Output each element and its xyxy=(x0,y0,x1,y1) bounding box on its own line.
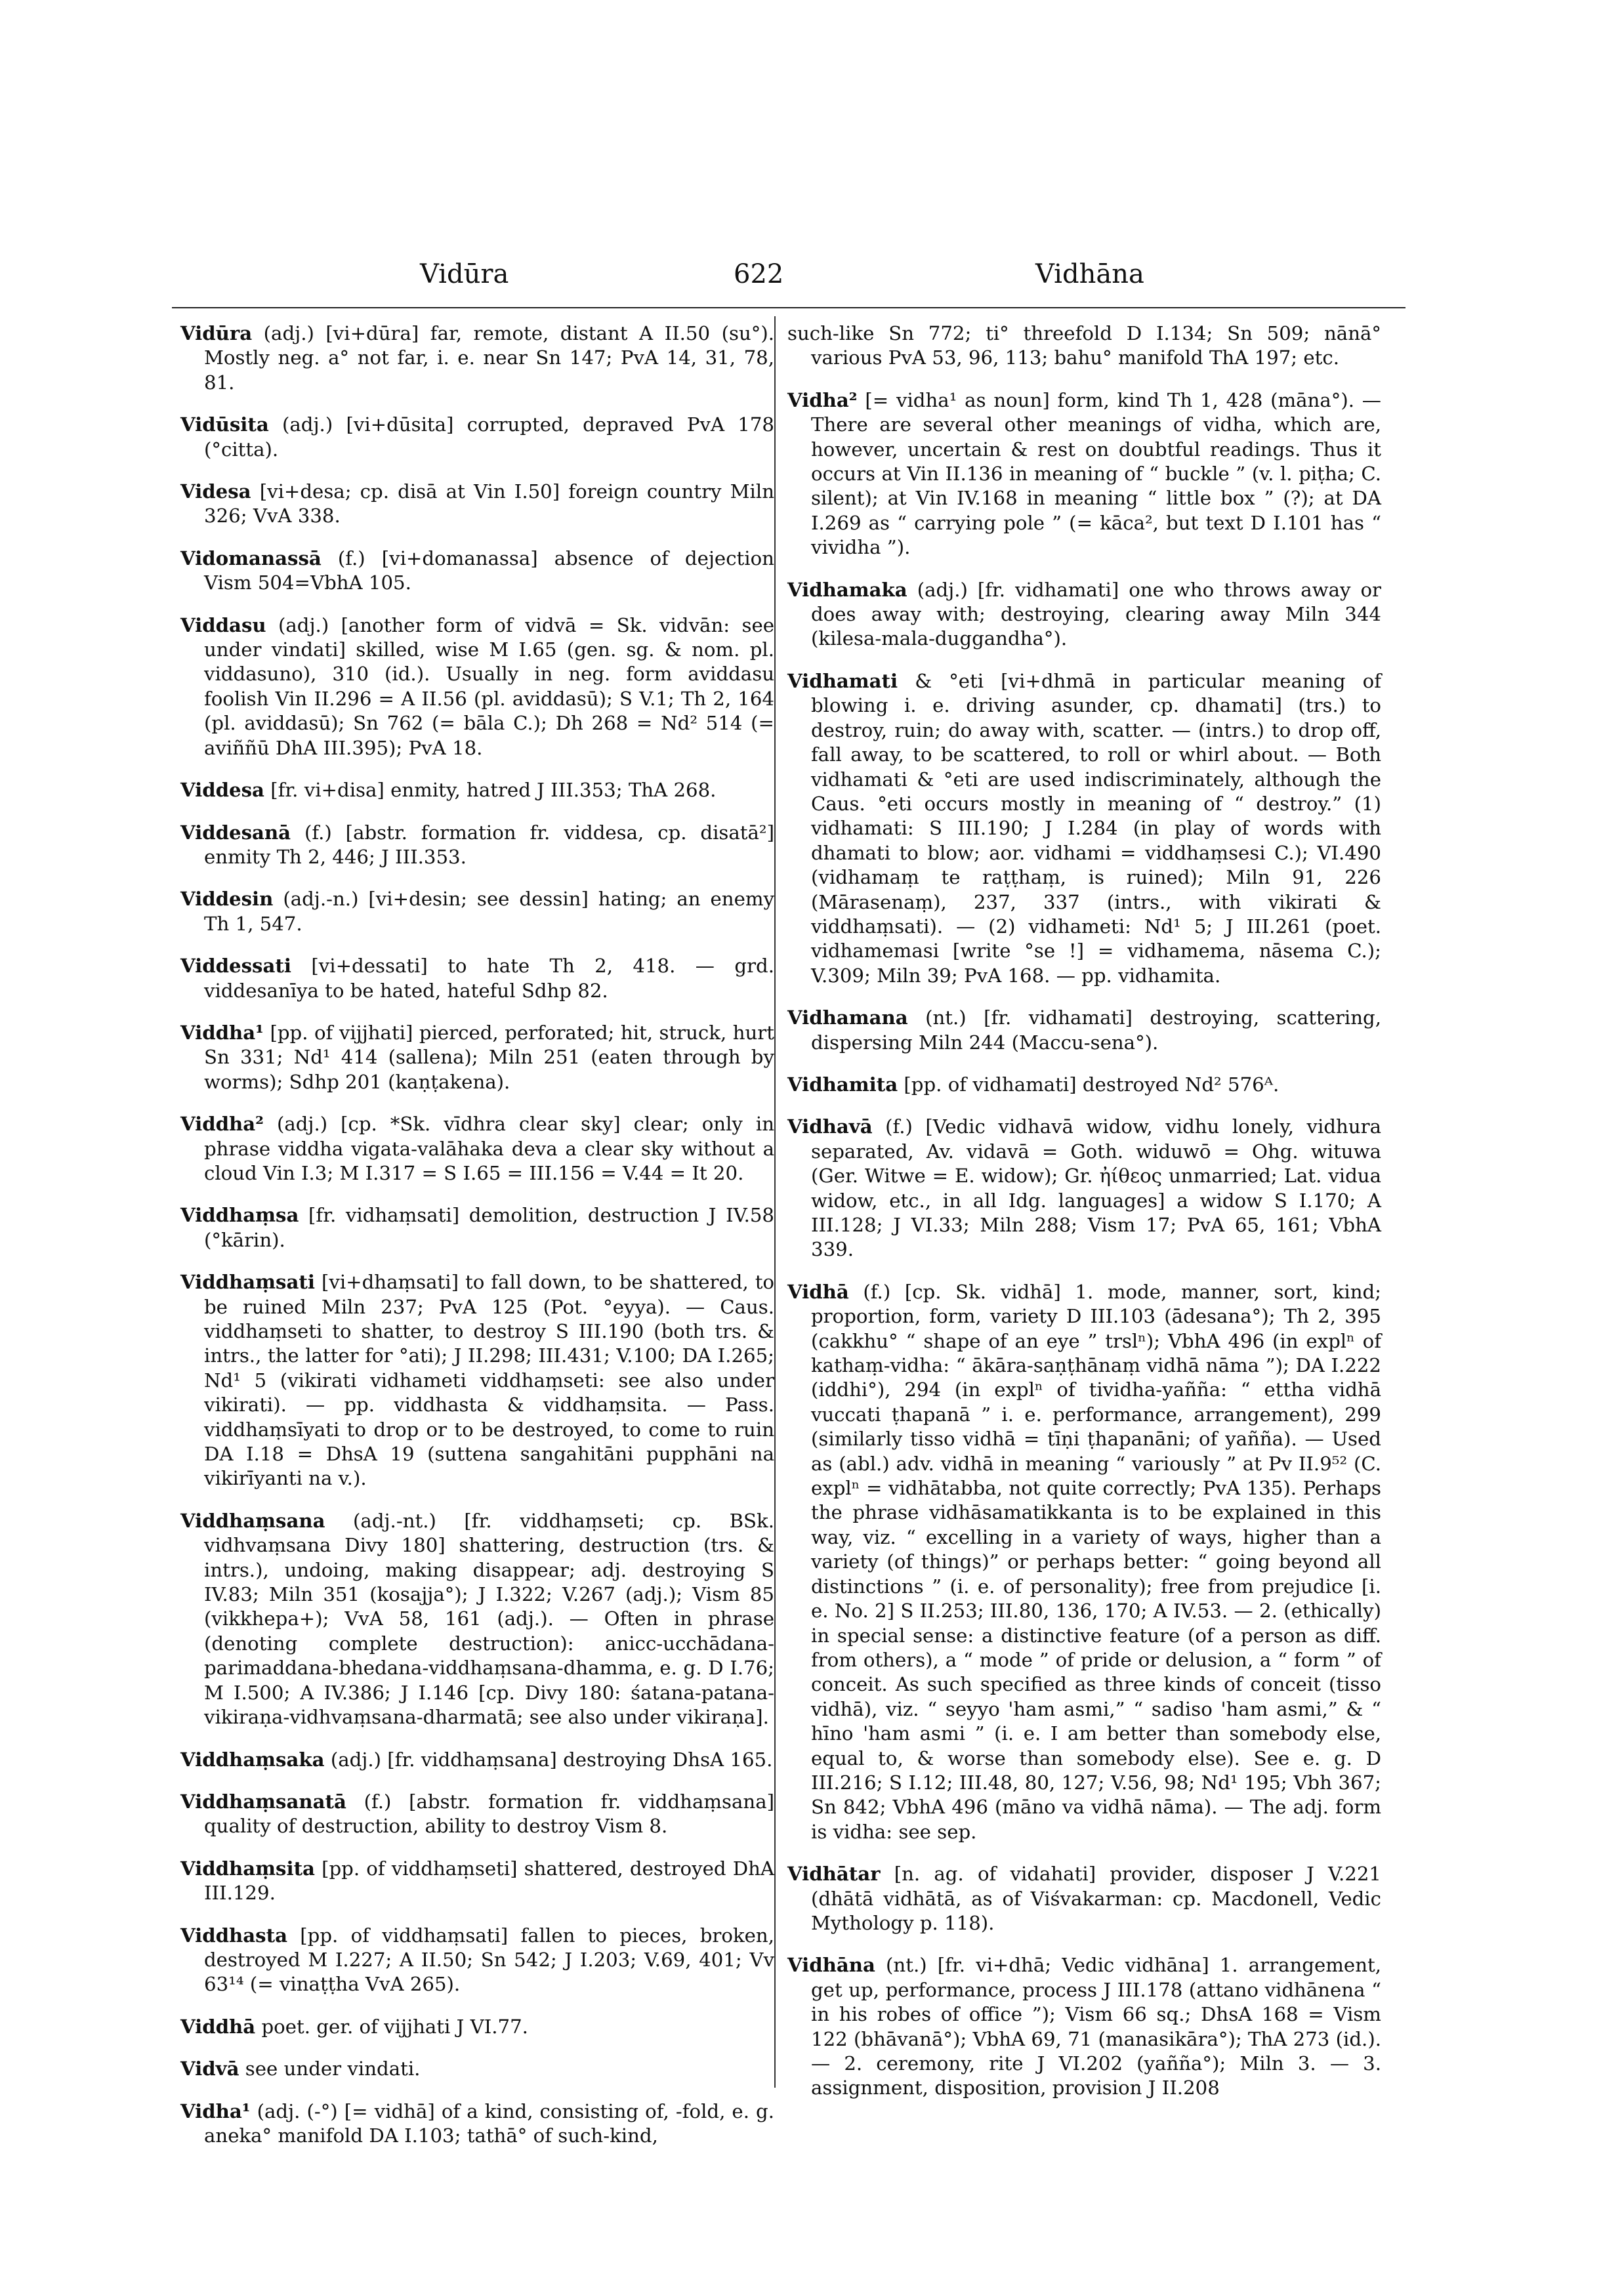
dictionary-entry xyxy=(180,547,774,596)
entry-headword: Vidha¹ xyxy=(180,2099,251,2122)
entry-headword: Viddesin xyxy=(180,888,274,911)
entry-text: (f.) [Vedic vidhavā widow, vidhu lonely, vidhura separated, Av. vidavā = Goth. widuwō = Ohg. wituwa (Ger. Witwe = E. widow); Gr. ἠίθεος unmarried; Lat. vidua widow, etc., in all Idg. languages] a widow S I.170; A III.128; J VI.33; Miln 288; Vism 17; PvA 65, 161; VbhA 339. xyxy=(811,1115,1381,1261)
entry-headword: Vidvā xyxy=(180,2057,239,2080)
entry-headword: Viddhaṃsana xyxy=(180,1509,325,1532)
entry-headword: Vidhamati xyxy=(787,669,898,692)
dictionary-entry xyxy=(180,1270,774,1491)
dictionary-entry xyxy=(787,669,1381,988)
entry-headword: Vidūsita xyxy=(180,413,269,436)
entry-headword: Viddhā xyxy=(180,2015,256,2038)
entry-headword: Viddhasta xyxy=(180,1924,287,1947)
right-column xyxy=(787,321,1381,2119)
entry-text: [vi+desa; cp. disā at Vin I.50] foreign country Miln 326; VvA 338. xyxy=(204,480,775,527)
entry-headword: Vidhamita xyxy=(787,1073,898,1096)
dictionary-entry xyxy=(787,388,1381,560)
dictionary-entry xyxy=(180,613,774,760)
dictionary-entry xyxy=(180,1790,774,1839)
entry-text: (adj.-nt.) [fr. viddhaṃseti; cp. BSk. vidhvaṃsana Divy 180] shattering, destruction (trs. & intrs.), undoing, making disappear; adj. destroying S IV.83; Miln 351 (kosajja°); J I.322; V.267 (adj.); Vism 85 (vikkhepa+); VvA 58, 161 (adj.). — Often in phrase (denoting complete destruction): anicc-ucchādana-parimaddana-bhedana-viddhaṃsana-dhamma, e. g. D I.76; M I.500; A IV.386; J I.146 [cp. Divy 180: śatana-patana-vikiraṇa-vidhvaṃsana-dharmatā; see also under vikiraṇa]. xyxy=(204,1509,774,1729)
entry-text: (f.) [vi+domanassa] absence of dejection Vism 504=VbhA 105. xyxy=(204,547,774,594)
entry-text: (adj.) [vi+dūsita] corrupted, depraved PvA 178 (°citta). xyxy=(204,413,775,461)
entry-headword: Vidhamaka xyxy=(787,578,907,601)
entry-text: [pp. of viddhaṃsati] fallen to pieces, broken, destroyed M I.227; A II.50; Sn 542; J I.203; V.69, 401; Vv 63¹⁴ (= vinaṭṭha VvA 265). xyxy=(204,1924,774,1996)
entry-text: [vi+dessati] to hate Th 2, 418. — grd. viddesanīya to be hated, hateful Sdhp 82. xyxy=(204,955,774,1002)
dictionary-entry xyxy=(180,887,774,936)
entry-headword: Viddhaṃsati xyxy=(180,1271,315,1294)
entry-headword: Viddhaṃsanatā xyxy=(180,1790,346,1813)
entry-headword: Vidha² xyxy=(787,388,858,411)
dictionary-entry xyxy=(180,1857,774,1906)
entry-headword: Vidhamana xyxy=(787,1006,908,1029)
dictionary-entry xyxy=(180,1924,774,1997)
entry-headword: Vidomanassā xyxy=(180,547,322,569)
dictionary-entry xyxy=(180,2057,774,2081)
entry-headword: Viddhaṃsaka xyxy=(180,1748,325,1771)
dictionary-entry xyxy=(787,1953,1381,2100)
header-right-guide-word: Vidhāna xyxy=(1035,259,1144,289)
entry-text: poet. ger. of vijjhati J VI.77. xyxy=(261,2015,528,2038)
entry-headword: Viddesanā xyxy=(180,821,291,844)
entry-headword: Vidūra xyxy=(180,322,253,344)
entry-text: (adj.) [fr. viddhaṃsana] destroying DhsA 165. xyxy=(330,1748,773,1771)
dictionary-entry xyxy=(787,578,1381,651)
dictionary-entry xyxy=(180,1112,774,1186)
entry-headword: Vidhātar xyxy=(787,1863,881,1886)
entry-text: (f.) [cp. Sk. vidhā] 1. mode, manner, sort, kind; proportion, form, variety D III.103 (ādesana°); Th 2, 395 (cakkhu° “ shape of an eye ” trslⁿ); VbhA 496 (in explⁿ of kathaṃ-vidha: “ ākāra-saṇṭhānaṃ vidhā nāma ”); DA I.222 (iddhi°), 294 (in explⁿ of tividha-yañña: “ ettha vidhā vuccati ṭhapanā ” i. e. performance, arrangement), 299 (similarly tisso vidhā = tīṇi ṭhapanāni; of yañña). — Used as (abl.) adv. vidhā in meaning “ variously ” at Pv II.9⁵² (C. explⁿ = vidhātabba, not quite correctly; PvA 135). Perhaps the phrase vidhāsamatikkanta is to be explained in this way, viz. “ excelling in a variety of ways, higher than a variety (of things)” or perhaps better: “ going beyond all distinctions ” (i. e. of personality); free from prejudice [i. e. No. 2] S II.253; III.80, 136, 170; A IV.53. — 2. (ethically) in special sense: a distinctive feature (of a person as diff. from others), a “ mode ” of pride or delusion, a “ form ” of conceit. As such specified as three kinds of conceit (tisso vidhā), viz. “ seyyo 'ham asmi,” “ sadiso 'ham asmi,” & “ hīno 'ham asmi ” (i. e. I am better than somebody else, equal to, & worse than somebody else). See e. g. D III.216; S I.12; III.48, 80, 127; V.56, 98; Nd¹ 195; Vbh 367; Sn 842; VbhA 496 (māno va vidhā nāma). — The adj. form is vidha: see sep. xyxy=(811,1280,1382,1843)
entry-text: (adj.-n.) [vi+desin; see dessin] hating; an enemy Th 1, 547. xyxy=(204,888,775,935)
dictionary-entry xyxy=(180,321,774,395)
dictionary-entry xyxy=(180,1509,774,1730)
entry-headword: Viddessati xyxy=(180,955,291,978)
entry-headword: Vidhavā xyxy=(787,1115,873,1138)
dictionary-entry xyxy=(787,1115,1381,1262)
entry-text: (adj.) [another form of vidvā = Sk. vidvān: see under vindati] skilled, wise M I.65 (gen. sg. & nom. pl. viddasuno), 310 (id.). Usually in neg. form aviddasu foolish Vin II.296 = A II.56 (pl. aviddasū); S V.1; Th 2, 164 (pl. aviddasū); Sn 762 (= bāla C.); Dh 268 = Nd² 514 (= aviññū DhA III.395); PvA 18. xyxy=(204,613,775,759)
dictionary-entry-continued xyxy=(787,321,1381,371)
entry-text: [pp. of viddhaṃseti] shattered, destroyed DhA III.129. xyxy=(204,1857,774,1905)
entry-headword: Viddhaṃsa xyxy=(180,1204,299,1227)
entry-text: such-like Sn 772; ti° threefold D I.134; Sn 509; nānā° various PvA 53, 96, 113; bahu° manifold ThA 197; etc. xyxy=(787,322,1381,369)
entry-text: [pp. of vijjhati] pierced, perforated; hit, struck, hurt Sn 331; Nd¹ 414 (sallena); Miln 251 (eaten through by worms); Sdhp 201 (kaṇṭakena). xyxy=(204,1021,774,1093)
dictionary-entry xyxy=(180,778,774,802)
header-rule xyxy=(172,307,1405,308)
entry-text: (adj. (-°) [= vidhā] of a kind, consisting of, -fold, e. g. aneka° manifold DA I.103; tathā° of such-kind, xyxy=(204,2099,774,2147)
entry-text: see under vindati. xyxy=(245,2057,421,2080)
entry-text: [fr. vidhaṃsati] demolition, destruction J IV.58 (°kārin). xyxy=(204,1204,774,1251)
entry-text: [n. ag. of vidahati] provider, disposer J V.221 (dhātā vidhātā, as of Viśvakarman: cp. Macdonell, Vedic Mythology p. 118). xyxy=(811,1863,1382,1934)
entry-headword: Viddasu xyxy=(180,613,266,636)
page-header xyxy=(0,259,1624,299)
entry-headword: Vidhā xyxy=(787,1280,849,1303)
dictionary-entry xyxy=(180,480,774,529)
entry-text: (adj.) [cp. *Sk. vīdhra clear sky] clear; only in phrase viddha vigata-valāhaka deva a clear sky without a cloud Vin I.3; M I.317 = S I.65 = III.156 = V.44 = It 20. xyxy=(204,1113,775,1184)
left-column xyxy=(180,321,774,2166)
entry-text: (adj.) [fr. vidhamati] one who throws away or does away with; destroying, clearing away Miln 344 (kilesa-mala-duggandha°). xyxy=(811,578,1381,650)
dictionary-entry xyxy=(787,1006,1381,1055)
entry-text: [vi+dhaṃsati] to fall down, to be shattered, to be ruined Miln 237; PvA 125 (Pot. °eyya). — Caus. viddhaṃseti to shatter, to destroy S III.190 (both trs. & intrs., the latter for °ati); J II.298; III.431; V.100; DA I.265; Nd¹ 5 (vikirati vidhameti viddhaṃseti: see also under vikirati). — pp. viddhasta & viddhaṃsita. — Pass. viddhaṃsīyati to drop or to be destroyed, to come to ruin DA I.18 = DhsA 19 (suttena sangahitāni pupphāni na vikirīyanti na v.). xyxy=(204,1271,774,1490)
dictionary-entry xyxy=(787,1280,1381,1844)
dictionary-entry xyxy=(180,1021,774,1094)
entry-text: (nt.) [fr. vidhamati] destroying, scattering, dispersing Miln 244 (Maccu-sena°). xyxy=(811,1006,1382,1054)
entry-text: (adj.) [vi+dūra] far, remote, distant A II.50 (su°). Mostly neg. a° not far, i. e. near Sn 147; PvA 14, 31, 78, 81. xyxy=(204,322,775,394)
dictionary-entry xyxy=(180,954,774,1003)
dictionary-entry xyxy=(180,2099,774,2149)
dictionary-entry xyxy=(180,821,774,870)
entry-headword: Viddha² xyxy=(180,1113,264,1136)
entry-headword: Viddesa xyxy=(180,779,264,802)
dictionary-entry xyxy=(180,1748,774,1772)
dictionary-entry xyxy=(787,1073,1381,1097)
column-divider xyxy=(774,316,776,2088)
entry-text: (nt.) [fr. vi+dhā; Vedic vidhāna] 1. arrangement, get up, performance, process J III.178 (attano vidhānena “ in his robes of office ”); Vism 66 sq.; DhsA 168 = Vism 122 (bhāvanā°); VbhA 69, 71 (manasikāra°); ThA 273 (id.). — 2. ceremony, rite J VI.202 (yañña°); Miln 3. — 3. assignment, disposition, provision J II.208 xyxy=(811,1954,1382,2099)
entry-text: [fr. vi+disa] enmity, hatred J III.353; ThA 268. xyxy=(270,779,717,802)
entry-headword: Viddha¹ xyxy=(180,1021,264,1044)
entry-text: (f.) [abstr. formation fr. viddhaṃsana] quality of destruction, ability to destroy Vism 8. xyxy=(204,1790,774,1838)
entry-text: & °eti [vi+dhmā in particular meaning of blowing i. e. driving asunder, cp. dhamati] (trs.) to destroy, ruin; do away with, scatter. — (intrs.) to drop off, fall away, to be scattered, to roll or whirl about. — Both vidhamati & °eti are used indiscriminately, although the Caus. °eti occurs mostly in meaning of “ destroy.” (1) vidhamati: S III.190; J I.284 (in play of words with dhamati to blow; aor. vidhami = viddhaṃsesi C.); VI.490 (vidhamaṃ te raṭṭhaṃ, is ruined); Miln 91, 226 (Mārasenaṃ), 237, 337 (intrs., with vikirati & viddhaṃsati). — (2) vidhameti: Nd¹ 5; J III.261 (poet. vidhamemasi [write °se !] = vidhamema, nāsema C.); V.309; Miln 39; PvA 168. — pp. vidhamita. xyxy=(811,669,1381,987)
entry-headword: Viddhaṃsita xyxy=(180,1857,315,1880)
header-left-guide-word: Vidūra xyxy=(420,259,509,289)
entry-text: [= vidha¹ as noun] form, kind Th 1, 428 (māna°). — There are several other meanings of vidha, which are, however, uncertain & rest on doubtful readings. Thus it occurs at Vin II.136 in meaning of “ buckle ” (v. l. piṭha; C. silent); at Vin IV.168 in meaning “ little box ” (?); at DA I.269 as “ carrying pole ” (= kāca², but text D I.101 has “ vividha ”). xyxy=(811,388,1381,559)
dictionary-entry xyxy=(180,2015,774,2039)
dictionary-entry xyxy=(180,1203,774,1252)
entry-headword: Videsa xyxy=(180,480,251,503)
entry-text: (f.) [abstr. formation fr. viddesa, cp. disatā²] enmity Th 2, 446; J III.353. xyxy=(204,821,774,868)
dictionary-entry xyxy=(787,1862,1381,1935)
dictionary-entry xyxy=(180,413,774,462)
page-number: 622 xyxy=(734,259,784,289)
entry-headword: Vidhāna xyxy=(787,1954,875,1977)
entry-text: [pp. of vidhamati] destroyed Nd² 576ᴬ. xyxy=(904,1073,1280,1096)
